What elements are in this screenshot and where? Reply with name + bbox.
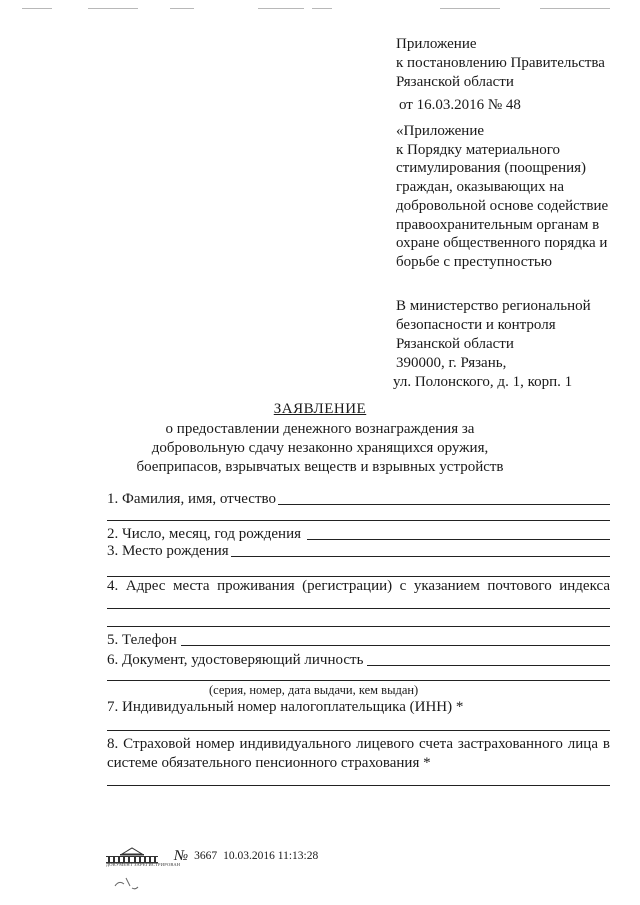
birth-date-line[interactable] [307, 538, 610, 540]
subtitle-line: добровольную сдачу незаконно хранящихся оружия, [151, 440, 489, 456]
inn-line[interactable] [107, 730, 610, 731]
phone-field[interactable] [107, 630, 610, 649]
annex-label: Приложение [396, 36, 477, 52]
inn-label: 7. Индивидуальный номер налогоплательщика (ИНН) * [107, 699, 464, 715]
scan-mark [112, 874, 142, 894]
scan-noise [0, 0, 640, 14]
document-title: ЗАЯВЛЕНИЕ [273, 401, 367, 417]
resolution-reference [396, 35, 605, 115]
address-label: 4. Адрес места проживания (регистрации) с указанием почтового индекса [107, 578, 610, 594]
subtitle-line: о предоставлении денежного вознаграждения за [165, 421, 475, 437]
identity-document-field[interactable] [107, 650, 610, 669]
address-line-1[interactable] [107, 608, 610, 609]
birth-place-line[interactable] [231, 555, 610, 557]
recipient-line: Рязанской области [396, 336, 514, 352]
identity-document-line[interactable] [367, 664, 610, 666]
annex-line: добровольной основе содействие [396, 197, 609, 214]
annex-line: стимулирования (поощрения) [396, 160, 587, 177]
full-name-extra-line[interactable] [107, 520, 610, 521]
annex-line: к Порядку материального [396, 141, 561, 158]
region-label: Рязанской области [396, 74, 514, 90]
birth-date-label: 2. Число, месяц, год рождения [107, 526, 301, 542]
annex-line: правоохранительным органам в [396, 216, 600, 233]
full-name-field[interactable] [107, 489, 610, 508]
phone-line[interactable] [181, 644, 610, 646]
procedure-annex-reference [396, 122, 608, 272]
resolution-date: от 16.03.2016 № 48 [399, 97, 521, 113]
registration-datetime: 10.03.2016 11:13:28 [223, 850, 319, 862]
recipient-address [393, 297, 591, 392]
full-name-line[interactable] [278, 503, 610, 505]
annex-line: «Приложение [396, 123, 485, 139]
recipient-line: 390000, г. Рязань, [396, 355, 507, 371]
recipient-line: безопасности и контроля [396, 317, 556, 333]
registration-number-mark: № [174, 847, 189, 864]
subtitle-line: боеприпасов, взрывчатых веществ и взрывных устройств [136, 459, 504, 475]
snils-label-line-1: 8. Страховой номер индивидуального лицевого счета застрахованного лица в [107, 736, 610, 752]
birth-place-label: 3. Место рождения [107, 543, 229, 559]
snils-line[interactable] [107, 785, 610, 786]
annex-line: борьбе с преступностью [396, 253, 552, 270]
document-subtitle [0, 420, 640, 477]
identity-document-hint: (серия, номер, дата выдачи, кем выдан) [209, 683, 419, 697]
recipient-line: В министерство региональной [396, 298, 591, 314]
full-name-label: 1. Фамилия, имя, отчество [107, 491, 276, 507]
stamp-caption: ДОКУМЕНТ ЗАРЕГИСТРИРОВАН [106, 862, 181, 867]
snils-label-line-2: системе обязательного пенсионного страхования * [107, 755, 431, 771]
registration-stamp [104, 845, 318, 867]
birth-place-extra-line[interactable] [107, 576, 610, 577]
identity-document-extra-line[interactable] [107, 680, 610, 681]
annex-line: граждан, оказывающих на [396, 179, 564, 196]
birth-place-field[interactable] [107, 541, 610, 560]
recipient-line: ул. Полонского, д. 1, корп. 1 [393, 374, 573, 390]
resolution-label: к постановлению Правительства [396, 55, 605, 71]
identity-document-label: 6. Документ, удостоверяющий личность [107, 652, 364, 668]
registration-number: 3667 [194, 850, 218, 862]
address-line-2[interactable] [107, 626, 610, 627]
annex-line: охране общественного порядка и [396, 235, 608, 252]
phone-label: 5. Телефон [107, 632, 177, 648]
